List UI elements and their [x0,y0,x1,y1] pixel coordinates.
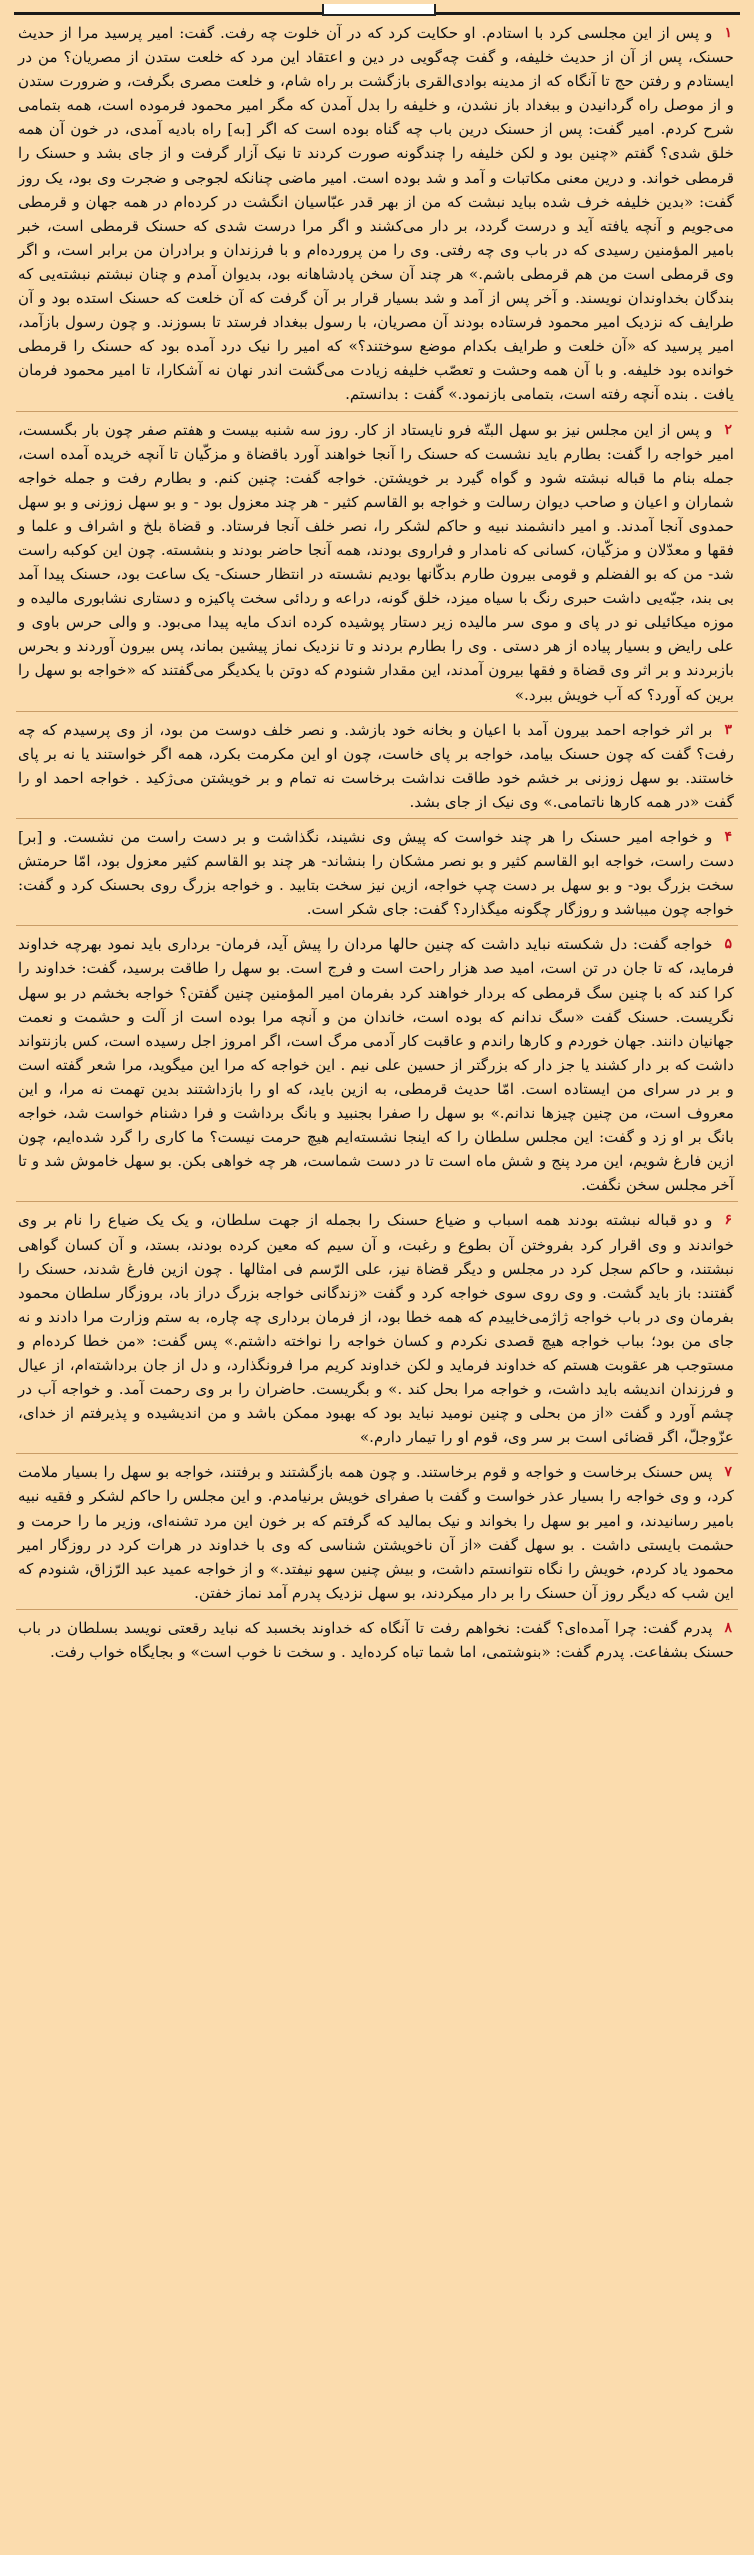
paragraph-text: و پس از این مجلس نیز بو سهل البتّه فرو نایستاد از کار. روز سه شنبه بیست و هفتم صفر چون بار بگسست، امیر خواجه را گفت: بطارم باید نشست که حسنک را آنجا خواهند آورد باقضاة و مزکّیان تا آنچه خریده آمده است، جمله بنام ما قباله نبشته شود و گواه گیرد بر خویشتن. خواجه گفت: چنین کنم. و بطارم رفت و جمله خواجه شماران و اعیان و صاحب دیوان رسالت و خواجه بو القاسم کثیر - هر چند معزول بود - و بو سهل زوزنی و بو سهل حمدوی آنجا آمدند. و امیر دانشمند نبیه و حاکم لشکر را، نصر خلف آنجا فرستاد. و قضاة بلخ و اشراف و علما و فقها و معدّلان و مزکّیان، کسانی که نامدار و فراروی بودند، همه آنجا حاضر بودند و بنشسته. چون این کوکبه راست شد- من که بو الفضلم و قومی بیرون طارم بدکّانها بودیم نشسته در انتظار حسنک- یک ساعت بود، حسنک پیدا آمد بی بند، جبّه‌یی داشت حبری رنگ با سیاه میزد، خلق گونه، دراعه و ردائی سخت پاکیزه و دستاری نشابوری مالیده و موزه میکائیلی نو در پای و موی سر مالیده زیر دستار پوشیده کرده اندک مایه پیدا می‌بود. و والی حرس باوی و علی رایض و بسیار پیاده از هر دستی . وی را بطارم بردند و تا نزدیک نماز پیشین بماند، پس بیرون آوردند و بحرس بازبردند و بر اثر وی قضاة و فقها بیرون آمدند، این مقدار شنودم که دوتن با یکدیگر می‌گفتند که «خواجه بو سهل را برین که آورد؟ که آب خویش ببرد.» [18,420,734,704]
separator [16,1453,738,1454]
paragraph-number: ۶ [724,1212,732,1229]
paragraph-number: ٢ [724,421,732,438]
separator [16,1609,738,1610]
paragraph-number: ٨ [724,1619,732,1636]
paragraph-text: بر اثر خواجه احمد بیرون آمد با اعیان و بخانه خود بازشد. و نصر خلف دوست من بود، از وی پرسیدم که چه رفت؟ گفت که چون حسنک بیامد، خواجه بر پای خاست، چون او این مکرمت بکرد، همه اگر خواستند یا نه بر پای خاستند. بو سهل زوزنی بر خشم خود طاقت نداشت برخاست نه تمام و بر خویشتن می‌ژکید . خواجه احمد او را گفت «در همه کارها ناتمامی.» وی نیک از جای بشد. [18,720,734,811]
paragraph-number: ۵ [724,936,732,953]
page-tab [322,4,436,16]
paragraph-number: ٧ [724,1464,732,1481]
paragraph-text: و دو قباله نبشته بودند همه اسباب و ضیاع حسنک را بجمله از جهت سلطان، و یک یک ضیاع را نام بر وی خواندند و وی اقرار کرد بفروختن آن بطوع و رغبت، و آن سیم که معین کرده بودند، بستد، و آن کسان گواهی نبشتند، و حاکم سجل کرد در مجلس و دیگر قضاة نیز، علی الرّسم فی امثالها . چون ازین فارغ شدند، حسنک را گفتند: باز باید گشت. و وی روی سوی خواجه کرد و گفت «زندگانی خواجه بزرگ دراز باد، بروزگار سلطان محمود بفرمان وی در باب خواجه ژاژمی‌خاییدم که همه خطا بود، از فرمان برداری چه چاره، به ستم وزارت مرا دادند و نه جای من بود؛ بباب خواجه هیچ قصدی نکردم و کسان خواجه را نواخته داشتم.» پس گفت: «من خطا کرده‌ام و مستوجب هر عقوبت هستم که خداوند فرماید و لکن خداوند کریم مرا فرونگذارد، و دل از جان برداشته‌ام، از عیال و فرزندان اندیشه باید داشت، و خواجه مرا بحل کند .» و بگریست. حاضران را بر وی رحمت آمد. و خواجه آب در چشم آورد و گفت «از من بحلی و چنین نومید نباید بود که بهبود ممکن باشد و من اندیشیده و پذیرفتم از خدای، عزّوجلّ، اگر قضائی است بر سر وی، قوم او را تیمار دارم.» [18,1211,734,1447]
paragraph-1 [14,21,740,407]
separator [16,711,738,712]
paragraph-text: پس حسنک برخاست و خواجه و قوم برخاستند. و چون همه بازگشتند و برفتند، خواجه بو سهل را بسیار ملامت کرد، و وی خواجه را بسیار عذر خواست و گفت با صفرای خویش برنیامدم. و این مجلس را حاکم لشکر و فقیه نبیه بامیر رسانیدند، و امیر بو سهل را بخواند و نیک بمالید که گرفتم که بر خون این مرد تشنه‌ای، وزیر ما را حرمت و حشمت بایستی داشت . بو سهل گفت «از آن ناخویشتن شناسی که وی با خداوند در هرات کرد در روزگار امیر محمود یاد کردم، خویش را نگاه نتوانستم داشت، و بیش چنین سهو نیفتد.» و از خواجه عمید عبد الرّزاق، شنودم که این شب که دیگر روز آن حسنک را بر دار میکردند، بو سهل نزدیک پدرم آمد نماز خفتن. [18,1463,734,1602]
paragraph-text: پدرم گفت: چرا آمده‌ای؟ گفت: نخواهم رفت تا آنگاه که خداوند بخسبد که نباید رقعتی نویسد بسلطان در باب حسنک بشفاعت. پدرم گفت: «بنوشتمی، اما شما تباه کرده‌اید . و سخت نا خوب است» و بجایگاه خواب رفت. [18,1618,734,1661]
paragraph-text: خواجه گفت: دل شکسته نباید داشت که چنین حالها مردان را پیش آید، فرمان- برداری باید نمود بهرچه خداوند فرماید، که تا جان در تن است، امید صد هزار راحت است و فرج است. بو سهل را طاقت برسید، گفت: خداوند را کرا کند که با چنین سگ قرمطی که بردار خواهند کرد بفرمان امیر المؤمنین چنین گفتن؟ خواجه بخشم در بو سهل نگریست. حسنک گفت «سگ ندانم که بوده است، خاندان من و آنچه مرا بوده است از آلت و حشمت و نعمت جهانیان دانند. جهان خوردم و کارها راندم و عاقبت کار آدمی مرگ است، اگر امروز اجل رسیده است، کس بازنتواند داشت که بر دار کشند یا جز دار که بزرگتر از حسین علی نیم . این خواجه که مرا این میگوید، مرا شعر گفته است و بر در سرای من ایستاده است. امّا حدیث قرمطی، به ازین باید، که او را بازداشتند بدین تهمت نه مرا، و این معروف است، من چنین چیزها ندانم.» بو سهل را صفرا بجنبید و بانگ برداشت و فرا دشنام خواست شد، خواجه بانگ بر او زد و گفت: این مجلس سلطان را که اینجا نشسته‌ایم هیچ حرمت نیست؟ ما کاری را گرد شده‌ایم، چون ازین فارغ شویم، این مرد پنج و شش ماه است تا در دست شماست، هر چه خواهی بکن. بو سهل خاموش شد و تا آخر مجلس سخن نگفت. [18,935,734,1195]
paragraph-3 [14,718,740,814]
separator [16,1201,738,1202]
paragraph-number: ١ [724,25,732,41]
paragraph-number: ۴ [724,829,732,845]
separator [16,411,738,412]
separator [16,925,738,926]
paragraph-number: ٣ [724,721,732,738]
paragraph-text: و خواجه امیر حسنک را هر چند خواست که پیش وی نشیند، نگذاشت و بر دست راست من نشست. و [بر] دست راست، خواجه ابو القاسم کثیر و بو نصر مشکان را بنشاند- هر چند بو القاسم کثیر معزول بود، امّا حرمتش سخت بزرگ بود- و بو سهل بر دست چپ خواجه، ازین نیز سخت بتابید . و خواجه بزرگ روی بحسنک کرد و گفت: خواجه چون میباشد و روزگار چگونه میگذارد؟ گفت: جای شکر است. [18,828,734,919]
paragraph-6 [14,1208,740,1449]
paragraph-text: و پس از این مجلسی کرد با استادم. او حکایت کرد که در آن خلوت چه رفت. گفت: امیر پرسید مرا از حدیث حسنک، پس از آن از حدیث خلیفه، و گفت چه‌گویی در دین و اعتقاد این مرد که خلعت ستدن از مصریان؟ من در ایستادم و رفتن حج تا آنگاه که از مدینه بوادی‌القری بازگشت بر راه شام، و خلعت مصری بگرفت، و ضرورت ستدن و از موصل راه گردانیدن و ببغداد باز نشدن، و خلیفه را بدل آمدن که مگر امیر محمود فرموده است، همه بتمامی شرح کردم. امیر گفت: پس از حسنک درین باب چه گناه بوده است که اگر [به] راه بادیه آمدی، در خون آن همه خلق شدی؟ گفتم «چنین بود و لکن خلیفه را چندگونه صورت کردند تا نیک آزار گرفت و از جای بشد و حسنک را قرمطی خواند. و درین معنی مکاتبات و آمد و شد بوده است. امیر ماضی چنانکه لجوجی و ضجرت وی بود، یک روز گفت: «بدین خلیفه خرف شده بباید نبشت که من از بهر قدر عبّاسیان انگشت در کرده‌ام در همه جهان و قرمطی می‌جویم و آنچه یافته آید و درست گردد، بر دار می‌کشند و اگر مرا درست شدی که حسنک قرمطی است، خبر بامیر المؤمنین رسیدی که در باب وی چه رفتی. وی را من پرورده‌ام و با فرزندان و برادران من برابر است، و اگر وی قرمطی است من هم قرمطی باشم.» هر چند آن سخن پادشاهانه بود، بدیوان آمدم و چنان نبشتم نبشته‌یی که بندگان بخداوندان نویسند. و آخر پس از آمد و شد بسیار قرار بر آن گرفت که آن خلعت که حسنک استده بود و آن طرایف که نزدیک امیر محمود فرستاده بودند آن مصریان، با رسول ببغداد فرستد تا بسوزند. و چون رسول بازآمد، امیر پرسید که «آن خلعت و طرایف بکدام موضع سوختند؟» که امیر را نیک درد آمده بود که حسنک را قرمطی خوانده بود خلیفه. و با آن همه وحشت و تعصّب خلیفه زیادت می‌گشت اندر نهان نه آشکارا، تا امیر محمود فرمان یافت . بنده آنچه رفته است، بتمامی بازنمود.» گفت : بدانستم. [18,24,734,404]
paragraph-7 [14,1460,740,1605]
paragraph-2 [14,418,740,707]
paragraph-5 [14,932,740,1197]
paragraph-8 [14,1616,740,1664]
separator [16,818,738,819]
paragraph-4 [14,825,740,921]
document-body [14,21,740,1664]
